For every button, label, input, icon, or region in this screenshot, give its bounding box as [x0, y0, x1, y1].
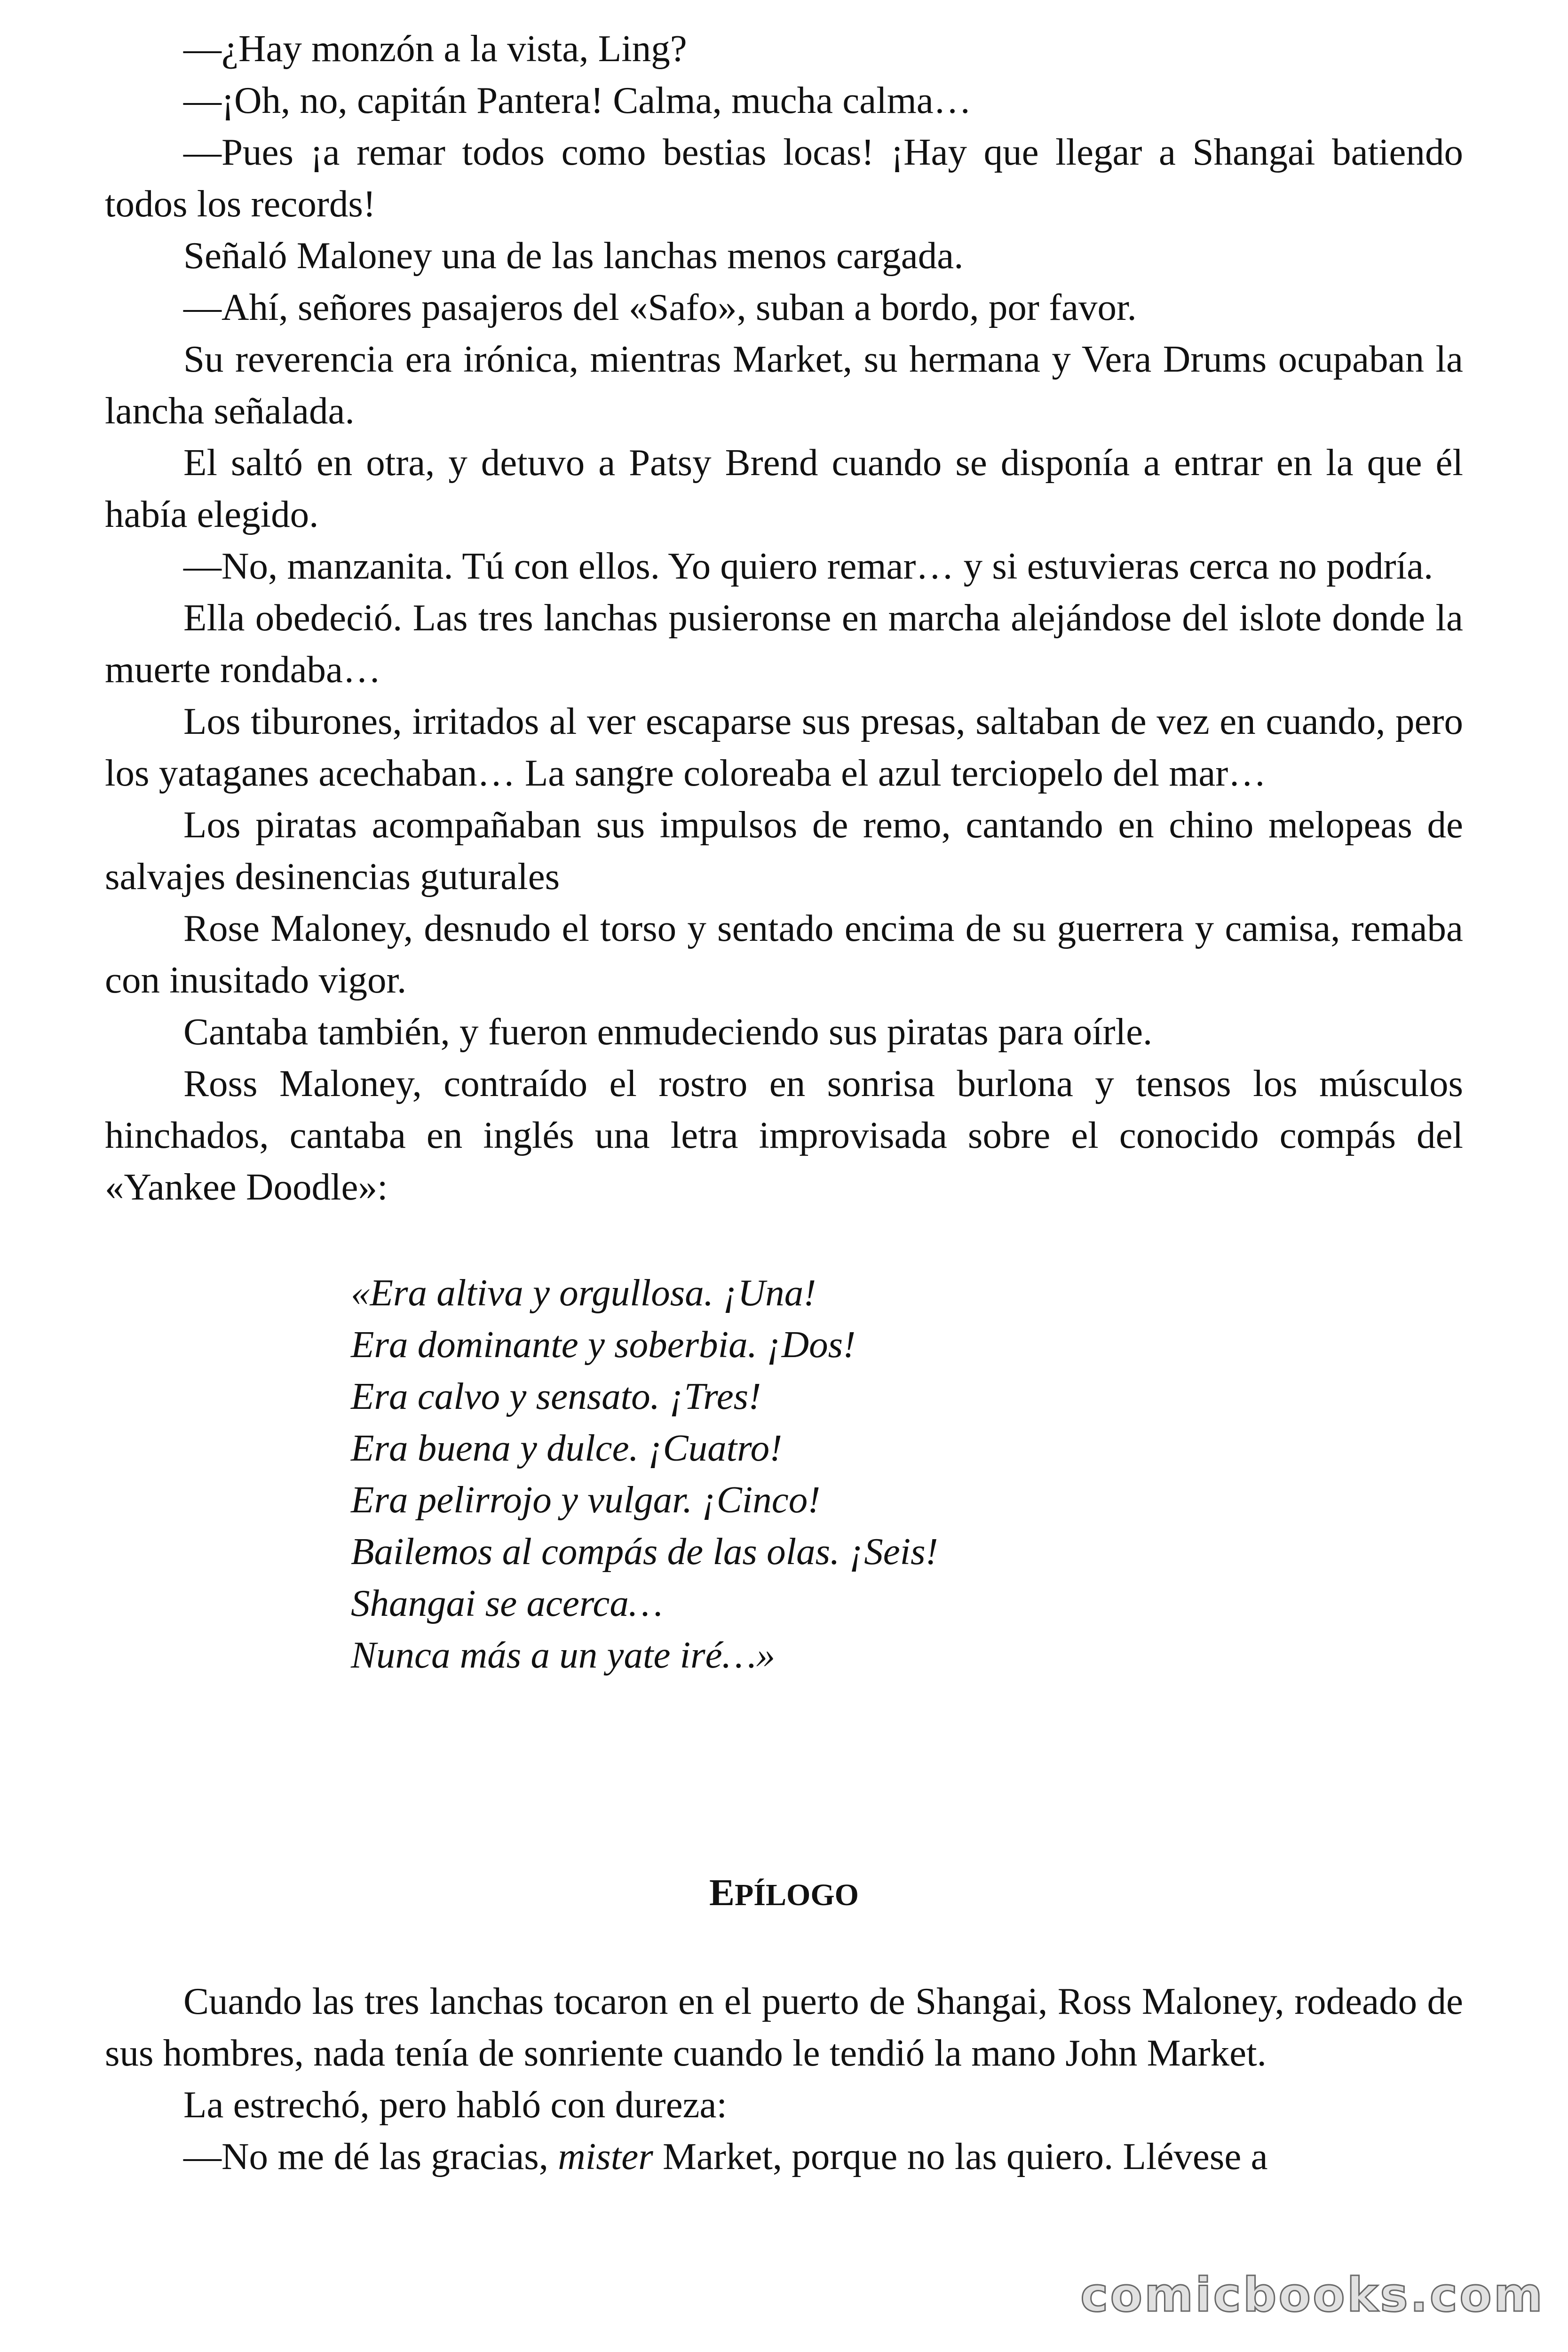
- paragraph: —No, manzanita. Tú con ellos. Yo quiero remar… y si estuvieras cerca no podría.: [183, 545, 1433, 587]
- paragraph: Los tiburones, irritados al ver escaparse sus presas, saltaban de vez en cuando, pero los yataganes acechaban… La sangre coloreaba el azul terciopelo del mar…: [105, 700, 1463, 794]
- heading-rest: PÍLOGO: [734, 1878, 859, 1912]
- last-line-start: —No me dé las gracias,: [183, 2135, 558, 2177]
- paragraph: Ross Maloney, contraído el rostro en sonrisa burlona y tensos los músculos hinchados, cantaba en inglés una letra improvisada sobre el conocido compás del «Yankee Doodle»:: [105, 1062, 1463, 1208]
- paragraph: Cuando las tres lanchas tocaron en el puerto de Shangai, Ross Maloney, rodeado de sus hombres, nada tenía de sonriente cuando le tendió la mano John Market.: [105, 1980, 1463, 2074]
- verse-block: [105, 1267, 1463, 1681]
- watermark-logo: comicbooks.com: [1080, 2267, 1544, 2322]
- paragraph: —¡Oh, no, capitán Pantera! Calma, mucha calma…: [183, 79, 972, 121]
- paragraph-last: [105, 2130, 1463, 2182]
- verse-line: Bailemos al compás de las olas. ¡Seis!: [351, 1530, 938, 1573]
- paragraph: Señaló Maloney una de las lanchas menos cargada.: [183, 234, 964, 277]
- heading-initial: E: [709, 1871, 735, 1914]
- paragraph: Rose Maloney, desnudo el torso y sentado encima de su guerrera y camisa, remaba con inusitado vigor.: [105, 907, 1463, 1001]
- last-line-italic: mister: [558, 2135, 653, 2177]
- verse-line: Nunca más a un yate iré…»: [351, 1634, 776, 1676]
- verse-line: Era pelirrojo y vulgar. ¡Cinco!: [351, 1478, 821, 1521]
- paragraph: Los piratas acompañaban sus impulsos de remo, cantando en chino melopeas de salvajes desinencias guturales: [105, 803, 1463, 898]
- verse-line: Era dominante y soberbia. ¡Dos!: [351, 1323, 856, 1366]
- page-text: [105, 23, 1463, 2182]
- paragraph: Ella obedeció. Las tres lanchas pusieronse en marcha alejándose del islote donde la muerte rondaba…: [105, 596, 1463, 691]
- paragraph: —Pues ¡a remar todos como bestias locas! ¡Hay que llegar a Shangai batiendo todos los records!: [105, 131, 1463, 225]
- paragraph: Cantaba también, y fueron enmudeciendo sus piratas para oírle.: [183, 1010, 1153, 1053]
- paragraph: —Ahí, señores pasajeros del «Safo», suban a bordo, por favor.: [183, 286, 1137, 328]
- chapter-heading: [105, 1867, 1463, 1921]
- paragraph: El saltó en otra, y detuvo a Patsy Brend cuando se disponía a entrar en la que él había elegido.: [105, 441, 1463, 535]
- paragraph: Su reverencia era irónica, mientras Market, su hermana y Vera Drums ocupaban la lancha señalada.: [105, 338, 1463, 432]
- verse-line: «Era altiva y orgullosa. ¡Una!: [351, 1271, 816, 1314]
- verse-line: Shangai se acerca…: [351, 1582, 663, 1624]
- verse-line: Era buena y dulce. ¡Cuatro!: [351, 1427, 783, 1469]
- paragraph: La estrechó, pero habló con dureza:: [183, 2083, 727, 2126]
- last-line-end: Market, porque no las quiero. Llévese a: [653, 2135, 1268, 2177]
- paragraph: —¿Hay monzón a la vista, Ling?: [183, 27, 687, 70]
- epilogue-section: [105, 1975, 1463, 2182]
- verse-line: Era calvo y sensato. ¡Tres!: [351, 1375, 761, 1417]
